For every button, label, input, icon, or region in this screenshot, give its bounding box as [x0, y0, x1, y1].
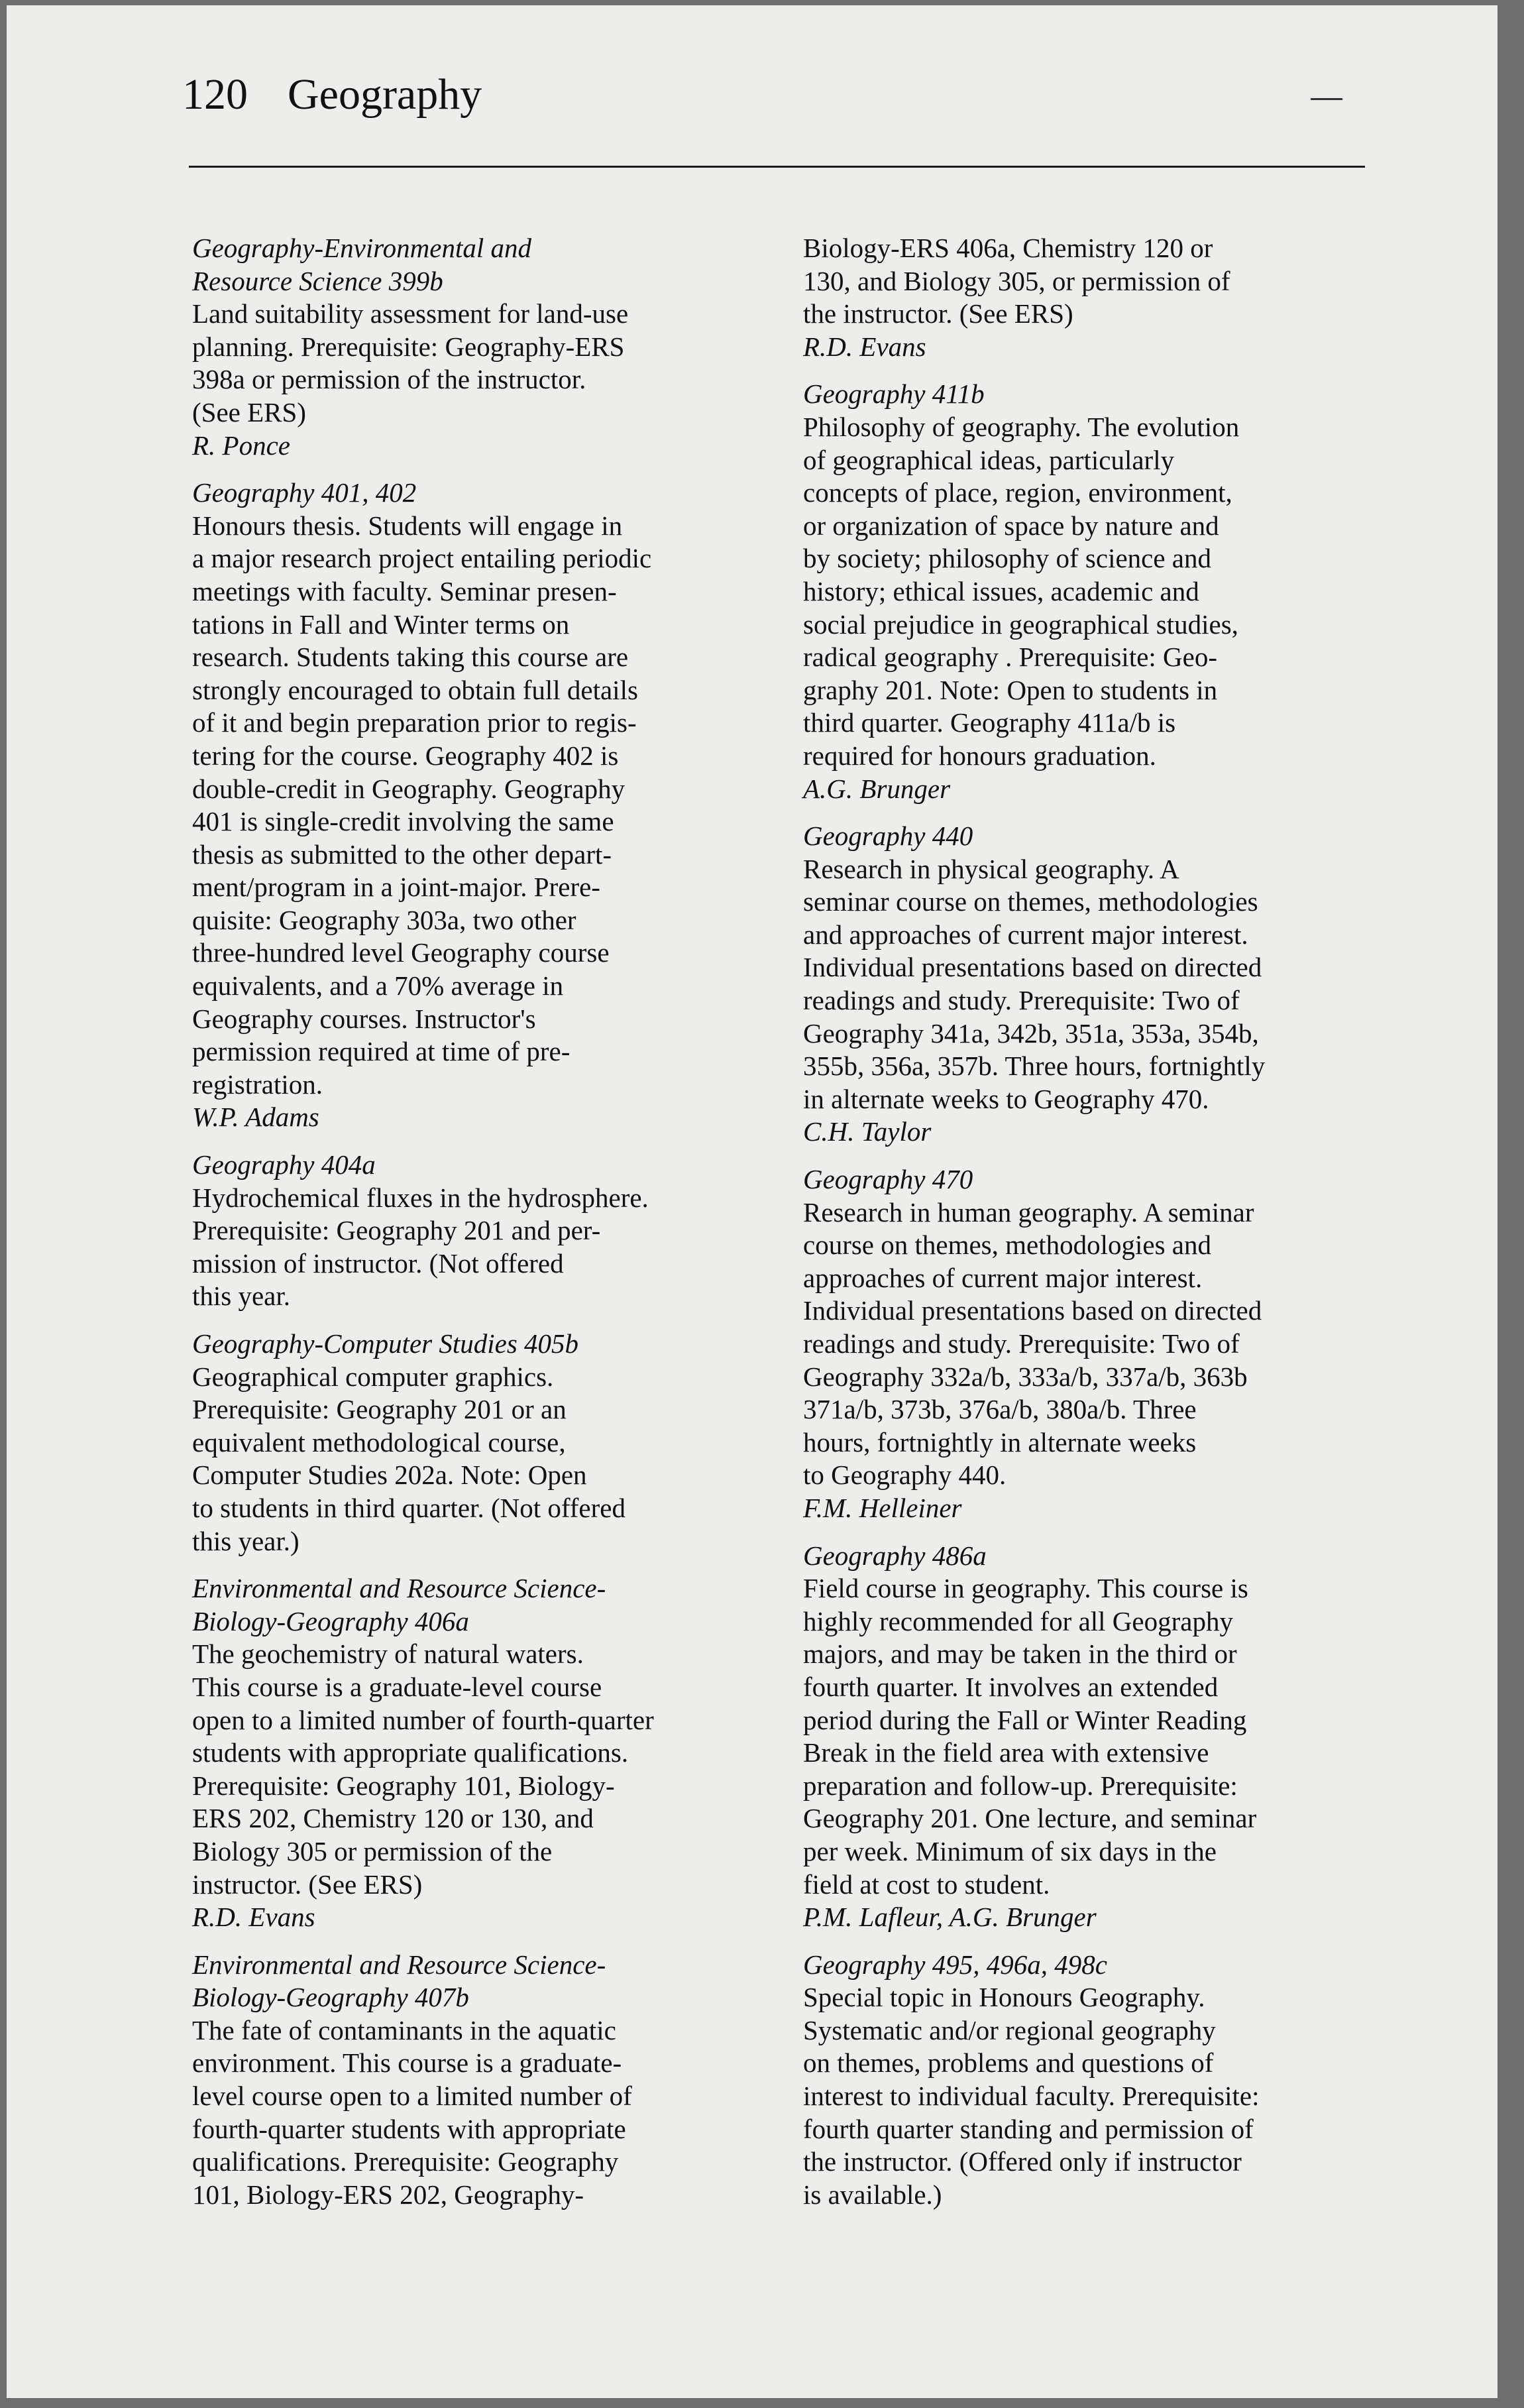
course-description: Special topic in Honours Geography. Systematic and/or regional geography on themes, problems and questions of interest to individual faculty. Prerequisite: fourth quarter standing and permission of the instructor. (Offered only if instructor is available.)	[803, 1982, 1260, 2210]
course-title: Geography 404a	[192, 1149, 376, 1180]
course-instructor: R. Ponce	[192, 430, 290, 461]
page-header	[182, 70, 482, 119]
course-title: Environmental and Resource Science- Biology-Geography 406a	[192, 1573, 606, 1636]
course-title: Geography 470	[803, 1164, 973, 1195]
right-column	[803, 232, 1386, 2226]
course-description: Research in physical geography. A seminar course on themes, methodologies and approaches of current major interest. Individual presentations based on directed readings and study. Prerequisite: Two of Geography 341a, 342b, 351a, 353a, 354b, 355b, 356a, 357b. Three hours, fortnightly in alternate weeks to Geography 470.	[803, 853, 1266, 1114]
course-instructor: R.D. Evans	[803, 331, 926, 362]
course-description: The fate of contaminants in the aquatic environment. This course is a graduate- level course open to a limited number of fourth-quarter students with appropriate qualifications. Prerequisite: Geography 101, Biology-ERS 202, Geography-	[192, 2014, 632, 2210]
course-instructor: C.H. Taylor	[803, 1116, 932, 1147]
course-description: Geographical computer graphics. Prerequisite: Geography 201 or an equivalent methodological course, Computer Studies 202a. Note: Open to students in third quarter. (Not offered this year.)	[192, 1361, 626, 1556]
course-instructor: W.P. Adams	[192, 1102, 319, 1133]
course-description: Research in human geography. A seminar course on themes, methodologies and approaches of current major interest. Individual presentations based on directed readings and study. Prerequisite: Two of Geography 332a/b, 333a/b, 337a/b, 363b 371a/b, 373b, 376a/b, 380a/b. Three hours, fortnightly in alternate weeks to Geography 440.	[803, 1196, 1262, 1491]
course-entry	[192, 1949, 775, 2212]
course-entry	[803, 820, 1386, 1149]
header-dash	[1311, 98, 1342, 100]
left-column	[192, 232, 775, 2226]
course-description: Honours thesis. Students will engage in a major research project entailing periodic meetings with faculty. Seminar presen- tations in Fall and Winter terms on research. Students taking this course are strongly encouraged to obtain full details of it and begin preparation prior to regis- tering for the course. Geography 402 is double-credit in Geography. Geography 401 is single-credit involving the same thesis as submitted to the other depart- ment/program in a joint-major. Prere- quisite: Geography 303a, two other three-hundred level Geography course equivalents, and a 70% average in Geography courses. Instructor's permission required at time of pre- registration.	[192, 510, 652, 1100]
course-title: Geography 401, 402	[192, 477, 417, 508]
course-instructor: P.M. Lafleur, A.G. Brunger	[803, 1902, 1097, 1933]
course-entry	[803, 1540, 1386, 1934]
course-description: Hydrochemical fluxes in the hydrosphere. Prerequisite: Geography 201 and per- mission of instructor. (Not offered this year.	[192, 1182, 649, 1312]
course-description: The geochemistry of natural waters. This course is a graduate-level course open to a limited number of fourth-quarter students with appropriate qualifications. Prerequisite: Geography 101, Biology- ERS 202, Chemistry 120 or 130, and Biology 305 or permission of the instructor. (See ERS)	[192, 1638, 654, 1900]
course-entry	[192, 232, 775, 462]
course-entry	[192, 477, 775, 1134]
course-title: Geography-Computer Studies 405b	[192, 1328, 579, 1359]
course-instructor: F.M. Helleiner	[803, 1492, 962, 1523]
course-description: Biology-ERS 406a, Chemistry 120 or 130, and Biology 305, or permission of the instructor. (See ERS)	[803, 233, 1230, 329]
course-entry	[192, 1572, 775, 1934]
course-entry	[803, 1949, 1386, 2212]
course-instructor: R.D. Evans	[192, 1902, 315, 1933]
course-entry	[192, 1328, 775, 1558]
page-number: 120	[182, 70, 248, 119]
course-entry	[803, 378, 1386, 805]
course-title: Geography 495, 496a, 498c	[803, 1949, 1107, 1980]
course-title: Geography 411b	[803, 378, 985, 410]
course-title: Geography 486a	[803, 1540, 987, 1571]
course-description: Land suitability assessment for land-use planning. Prerequisite: Geography-ERS 398a or permission of the instructor. (See ERS)	[192, 298, 629, 428]
page-title: Geography	[288, 70, 482, 119]
course-title: Environmental and Resource Science- Biology-Geography 407b	[192, 1949, 606, 2013]
course-description: Field course in geography. This course is highly recommended for all Geography majors, and may be taken in the third or fourth quarter. It involves an extended period during the Fall or Winter Reading Break in the field area with extensive preparation and follow-up. Prerequisite: Geography 201. One lecture, and seminar per week. Minimum of six days in the field at cost to student.	[803, 1573, 1257, 1900]
course-title: Geography-Environmental and Resource Science 399b	[192, 233, 532, 296]
course-instructor: A.G. Brunger	[803, 773, 951, 804]
course-title: Geography 440	[803, 821, 973, 852]
header-rule	[189, 166, 1365, 168]
course-entry	[803, 1163, 1386, 1525]
course-entry	[192, 1149, 775, 1313]
catalog-page	[7, 5, 1497, 2398]
course-description: Philosophy of geography. The evolution of geographical ideas, particularly concepts of place, region, environment, or organization of space by nature and by society; philosophy of science and history; ethical issues, academic and social prejudice in geographical studies, radical geography . Prerequisite: Geo- graphy 201. Note: Open to students in third quarter. Geography 411a/b is required for honours graduation.	[803, 411, 1240, 771]
course-entry	[803, 232, 1386, 363]
